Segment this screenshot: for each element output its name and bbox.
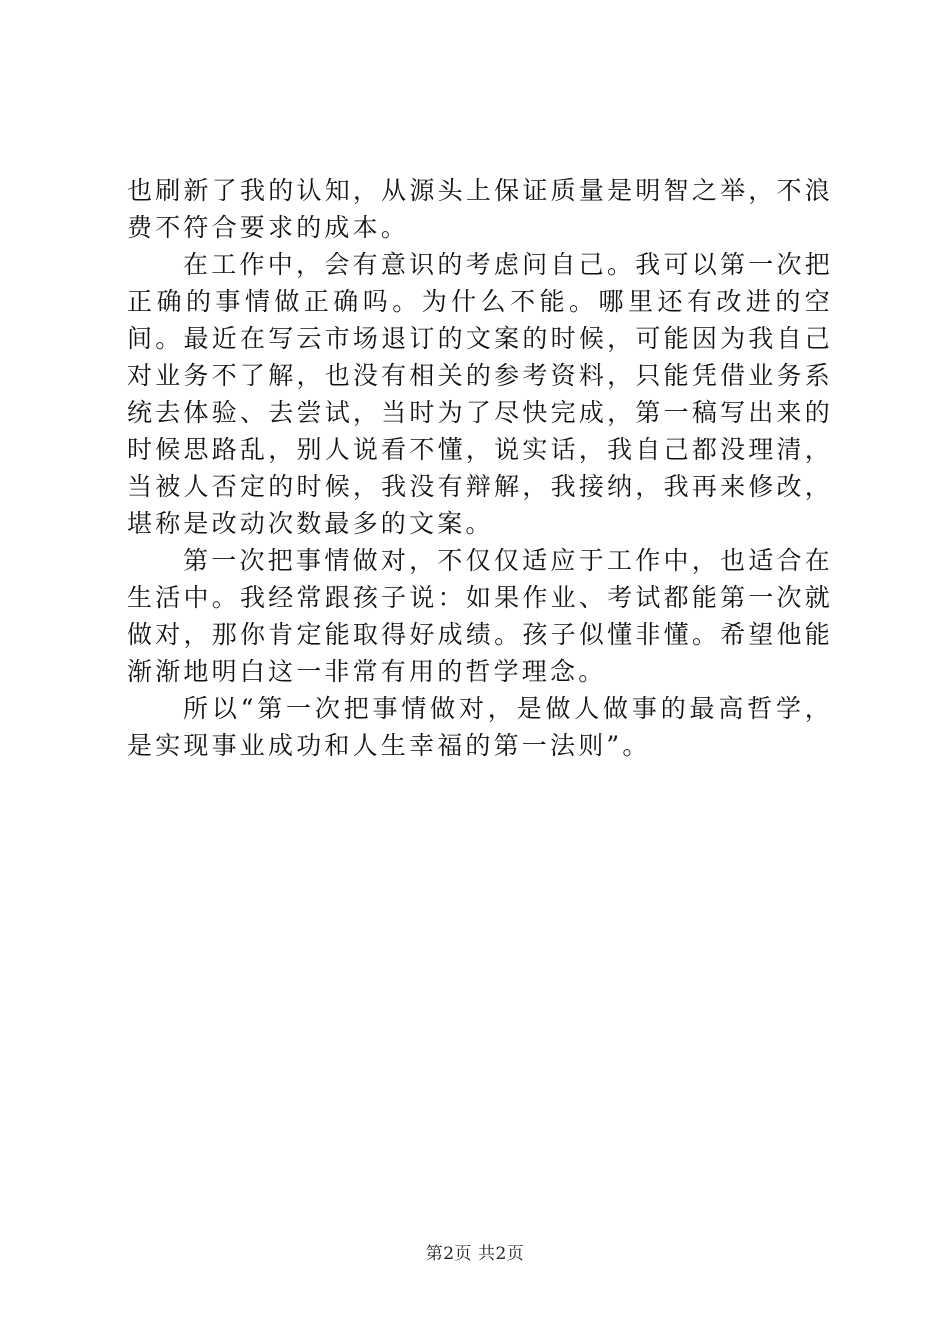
page-number-footer: 第2页 共2页 <box>425 1244 525 1264</box>
paragraph-continuation: 也刷新了我的认知，从源头上保证质量是明智之举，不浪费不符合要求的成本。 <box>127 176 833 242</box>
paragraph-work-reflection: 在工作中，会有意识的考虑问自己。我可以第一次把正确的事情做正确吗。为什么不能。哪里还有改进的空间。最近在写云市场退订的文案的时候，可能因为我自己对业务不了解，也没有相关的参考资料，只能凭借业务系统去体验、去尝试，当时为了尽快完成，第一稿写出来的时候思路乱，别人说看不懂，说实话，我自己都没理清，当被人否定的时候，我没有辩解，我接纳，我再来修改，堪称是改动次数最多的文案。 <box>127 250 833 538</box>
paragraph-conclusion: 所以“第一次把事情做对，是做人做事的最高哲学，是实现事业成功和人生幸福的第一法则”。 <box>127 694 833 760</box>
paragraph-life-application: 第一次把事情做对，不仅仅适应于工作中，也适合在生活中。我经常跟孩子说：如果作业、考试都能第一次就做对，那你肯定能取得好成绩。孩子似懂非懂。希望他能渐渐地明白这一非常有用的哲学理念。 <box>127 546 833 686</box>
document-body <box>127 172 833 764</box>
